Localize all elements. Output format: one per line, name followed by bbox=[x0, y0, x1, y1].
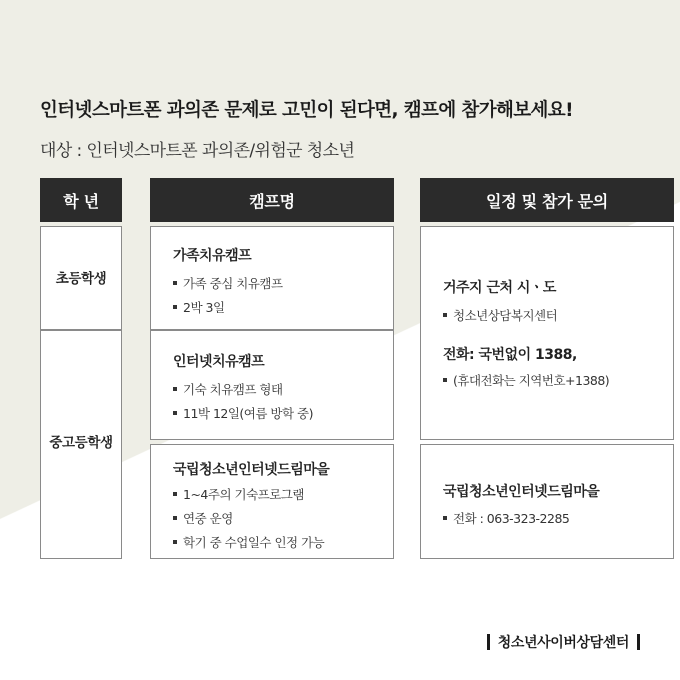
camp-cell-internet bbox=[150, 330, 394, 440]
bullet-icon bbox=[443, 516, 447, 520]
grade-cell-secondary bbox=[40, 330, 122, 559]
bullet-icon bbox=[173, 516, 177, 520]
grade-label: 초등학생 bbox=[55, 271, 107, 287]
page-subtitle: 대상 : 인터넷스마트폰 과의존/위험군 청소년 bbox=[40, 141, 355, 161]
camp-bullet: 학기 중 수업일수 인정 가능 bbox=[173, 533, 324, 551]
camp-name: 국립청소년인터넷드림마을 bbox=[173, 462, 330, 478]
footer-label: 청소년사이버상담센터 bbox=[497, 635, 629, 651]
page-title: 인터넷스마트폰 과의존 문제로 고민이 된다면, 캠프에 참가해보세요! bbox=[40, 100, 573, 121]
grade-label: 중고등학생 bbox=[49, 435, 113, 451]
footer-bar-right bbox=[637, 634, 640, 650]
camp-bullet: 1~4주의 기숙프로그램 bbox=[173, 485, 304, 503]
bullet-icon bbox=[173, 492, 177, 496]
camp-bullet: 가족 중심 치유캠프 bbox=[173, 274, 283, 292]
bullet-icon bbox=[173, 305, 177, 309]
camp-cell-dream-village bbox=[150, 444, 394, 559]
column-header-contact: 일정 및 참가 문의 bbox=[420, 178, 674, 222]
contact-cell-dream-village bbox=[420, 444, 674, 559]
column-header-grade: 학 년 bbox=[40, 178, 122, 222]
footer-bar-left bbox=[487, 634, 490, 650]
footer-brand bbox=[479, 632, 648, 652]
column-header-camp: 캠프명 bbox=[150, 178, 394, 222]
contact-bullet: 청소년상담복지센터 bbox=[443, 306, 557, 324]
grade-cell-elementary bbox=[40, 226, 122, 330]
bullet-icon bbox=[443, 313, 447, 317]
contact-title: 거주지 근처 시ㆍ도 bbox=[443, 280, 556, 296]
camp-bullet: 기숙 치유캠프 형태 bbox=[173, 380, 283, 398]
contact-bullet: (휴대전화는 지역번호+1388) bbox=[443, 371, 609, 389]
contact-bullet: 전화 : 063-323-2285 bbox=[443, 509, 569, 527]
bullet-icon bbox=[443, 378, 447, 382]
camp-name: 가족치유캠프 bbox=[173, 248, 252, 264]
camp-cell-family bbox=[150, 226, 394, 330]
contact-cell-local bbox=[420, 226, 674, 440]
camp-name: 인터넷치유캠프 bbox=[173, 354, 265, 370]
bullet-icon bbox=[173, 411, 177, 415]
bullet-icon bbox=[173, 281, 177, 285]
camp-bullet: 연중 운영 bbox=[173, 509, 233, 527]
bullet-icon bbox=[173, 387, 177, 391]
bullet-icon bbox=[173, 540, 177, 544]
camp-bullet: 2박 3일 bbox=[173, 298, 225, 316]
contact-title: 국립청소년인터넷드림마을 bbox=[443, 484, 600, 500]
contact-phone: 전화: 국번없이 1388, bbox=[443, 347, 577, 363]
camp-bullet: 11박 12일(여름 방학 중) bbox=[173, 404, 313, 422]
